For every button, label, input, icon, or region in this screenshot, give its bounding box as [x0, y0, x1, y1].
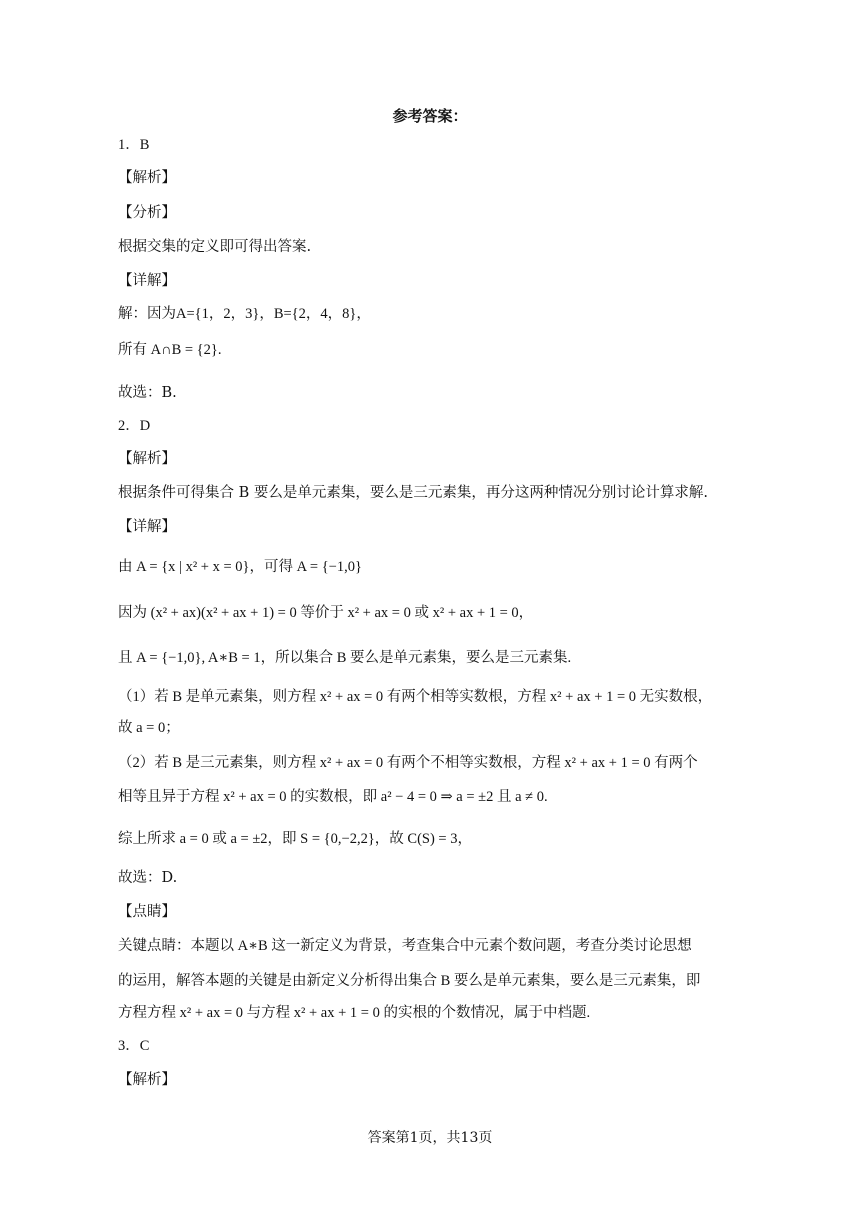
section-jiexi-label: 【解析】 [118, 451, 176, 467]
answer-3-header: 3．C [118, 1038, 150, 1054]
text-line: 故选：D. [118, 870, 178, 886]
math-line: 故 a = 0； [118, 720, 180, 736]
section-jiexi-label: 【解析】 [118, 170, 176, 186]
math-line: 所有 A∩B = {2}. [118, 342, 222, 358]
section-xiangjie-label: 【详解】 [118, 273, 176, 289]
text-line: 故选：B. [118, 385, 177, 401]
section-xiangjie-label: 【详解】 [118, 519, 176, 535]
answer-1-header: 1．B [118, 137, 150, 153]
section-jiexi-label: 【解析】 [118, 1072, 176, 1088]
math-line: 因为 (x² + ax)(x² + ax + 1) = 0 等价于 x² + ax = 0 或 x² + ax + 1 = 0， [118, 605, 534, 621]
text-line: 解：因为A={1，2，3}，B={2，4，8}， [118, 306, 371, 322]
section-fenxi-label: 【分析】 [118, 205, 176, 221]
math-line: 综上所求 a = 0 或 a = ±2，即 S = {0,−2,2}，故 C(S) = 3， [118, 831, 472, 847]
page-footer: 答案第1页，共13页 [367, 1130, 493, 1146]
section-dianjing-label: 【点睛】 [118, 904, 176, 920]
text-line: 的运用，解答本题的关键是由新定义分析得出集合 B 要么是单元素集，要么是三元素集，即 [118, 973, 701, 989]
math-line: 方程方程 x² + ax = 0 与方程 x² + ax + 1 = 0 的实根的个数情况，属于中档题. [118, 1005, 591, 1021]
page-title: 参考答案： [392, 107, 468, 125]
math-line: 由 A = {x | x² + x = 0}，可得 A = {−1,0} [118, 559, 362, 575]
math-line: 且 A = {−1,0}, A∗B = 1，所以集合 B 要么是单元素集，要么是三元素集. [118, 650, 572, 666]
text-line: 根据条件可得集合 B 要么是单元素集，要么是三元素集，再分这两种情况分别讨论计算求解. [118, 485, 708, 501]
answer-2-header: 2．D [118, 418, 151, 434]
math-line: （1）若 B 是单元素集，则方程 x² + ax = 0 有两个相等实数根，方程 x² + ax + 1 = 0 无实数根， [118, 689, 713, 705]
math-line: （2）若 B 是三元素集，则方程 x² + ax = 0 有两个不相等实数根，方程 x² + ax + 1 = 0 有两个 [118, 755, 698, 771]
text-line: 根据交集的定义即可得出答案. [118, 239, 312, 255]
text-line: 关键点睛：本题以 A∗B 这一新定义为背景，考查集合中元素个数问题，考查分类讨论思想 [118, 938, 692, 954]
math-line: 相等且异于方程 x² + ax = 0 的实数根，即 a² − 4 = 0 ⇒ a = ±2 且 a ≠ 0. [118, 789, 548, 805]
